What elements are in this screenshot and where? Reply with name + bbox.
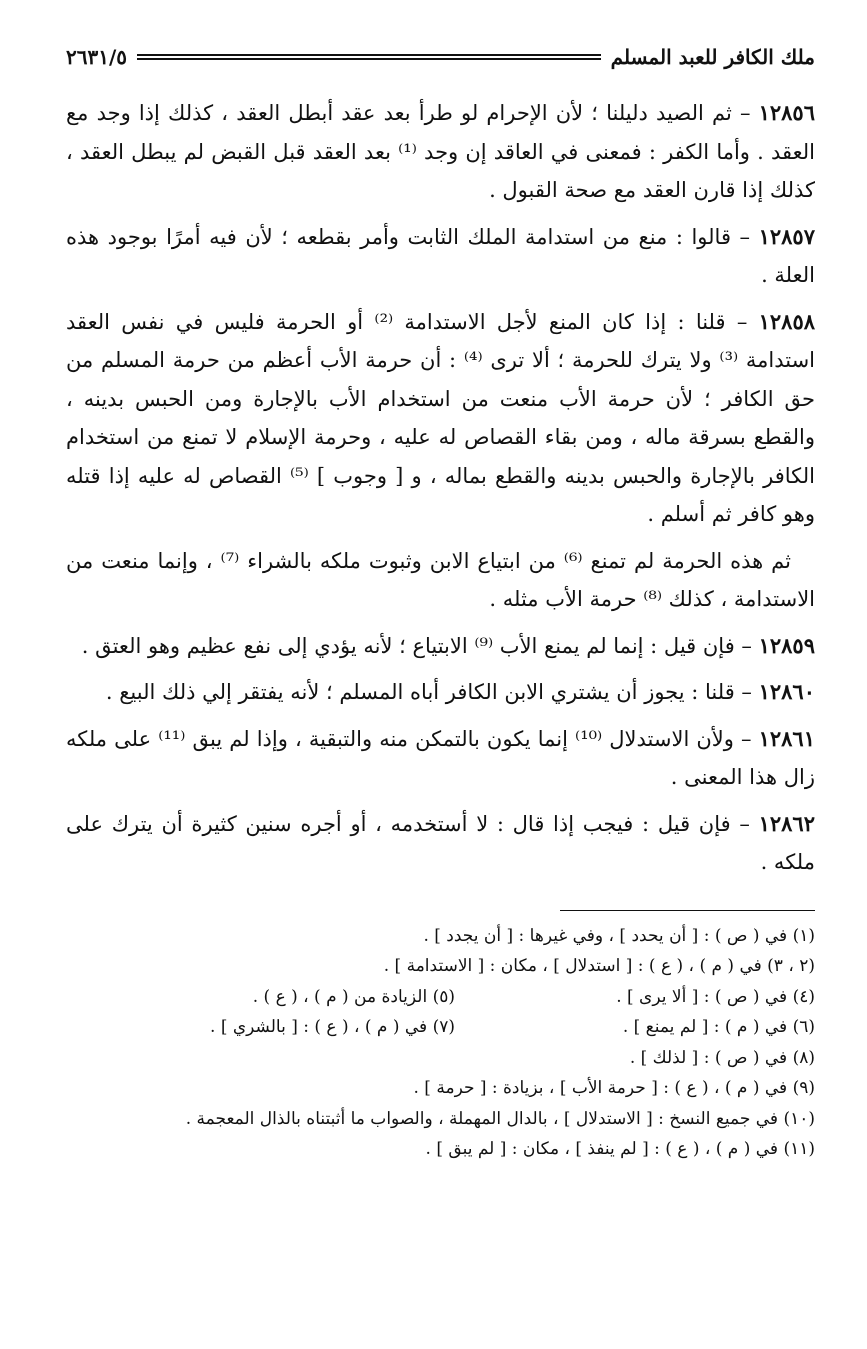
- paragraph: [66, 218, 815, 295]
- footnote: (١١) في ( م ) ، ( ع ) : [ لم ينفذ ] ، مكان : [ لم يبق ] .: [425, 1139, 815, 1159]
- paragraph: [66, 720, 815, 797]
- paragraph-number: ١٢٨٥٧: [758, 223, 815, 249]
- footnote-pair: [66, 982, 815, 1013]
- footnote: (١) في ( ص ) : [ أن يحدد ] ، وفي غيرها : [ أن يجدد ] .: [423, 925, 815, 946]
- footnote: (٧) في ( م ) ، ( ع ) : [ بالشري ] .: [210, 1017, 455, 1037]
- paragraph-text: – قلنا : يجوز أن يشتري الابن الكافر أباه المسلم ؛ لأنه يفتقر إلي ذلك البيع .: [105, 680, 759, 704]
- paragraph: [66, 673, 815, 712]
- paragraph-number: ١٢٨٥٦: [758, 100, 815, 125]
- paragraph: [66, 94, 815, 210]
- paragraph-number: ١٢٨٦١: [758, 725, 815, 751]
- footnote-pair: [66, 1012, 815, 1043]
- paragraph-text: – فإن قيل : فيجب إذا قال : لا أستخدمه ، أو أجره سنين كثيرة أن يترك على ملكه .: [66, 811, 815, 874]
- paragraph-number: ١٢٨٥٩: [758, 632, 815, 658]
- footnote: (٤) في ( ص ) : [ ألا يرى ] .: [616, 986, 815, 1007]
- paragraph: [66, 542, 815, 619]
- paragraph-number: ١٢٨٦٠: [758, 679, 815, 704]
- running-title: ملك الكافر للعبد المسلم: [610, 45, 815, 69]
- footnote: (٩) في ( م ) ، ( ع ) : [ حرمة الأب ] ، بزيادة : [ حرمة ] .: [413, 1078, 815, 1098]
- paragraph-text: – ولأن الاستدلال ⁽¹⁰⁾ إنما يكون بالتمكن منه والتبقية ، وإذا لم يبق ⁽¹¹⁾ على ملكه زال هذا المعنى .: [66, 726, 815, 789]
- paragraph: [66, 627, 815, 666]
- page-reference: ٢٦٣١/٥: [66, 45, 128, 69]
- paragraph: [66, 805, 815, 882]
- paragraph-number: ١٢٨٦٢: [758, 810, 815, 836]
- footnote: (٨) في ( ص ) : [ لذلك ] .: [629, 1047, 815, 1068]
- main-text: [66, 94, 815, 882]
- footnote: (٢ ، ٣) في ( م ) ، ( ع ) : [ استدلال ] ، مكان : [ الاستدامة ] .: [383, 956, 815, 976]
- footnote: (٥) الزيادة من ( م ) ، ( ع ) .: [252, 986, 455, 1007]
- footnote: (٦) في ( م ) : [ لم يمنع ] .: [622, 1017, 815, 1037]
- footnote: (١٠) في جميع النسخ : [ الاستدلال ] ، بالدال المهملة ، والصواب ما أثبتناه بالذال المعجمة .: [185, 1108, 815, 1129]
- paragraph-number: ١٢٨٥٨: [758, 308, 816, 334]
- footnotes: [66, 921, 815, 1165]
- paragraph-text: – ثم الصيد دليلنا ؛ لأن الإحرام لو طرأ بعد عقد أبطل العقد ، كذلك إذا وجد مع العقد . وأما الكفر : فمعنى في العاقد إن وجد ⁽¹⁾ بعد العقد قبل القبض لم يبطل العقد ، كذلك إذا قارن العقد مع صحة القبول .: [66, 101, 815, 202]
- paragraph-text: ثم هذه الحرمة لم تمنع ⁽⁶⁾ من ابتياع الابن وثبوت ملكه بالشراء ⁽⁷⁾ ، وإنما منعت من الاستدامة ، كذلك ⁽⁸⁾ حرمة الأب مثله .: [66, 548, 815, 611]
- footnote-divider: [560, 910, 815, 911]
- paragraph: [66, 303, 815, 534]
- running-head: [66, 40, 815, 74]
- paragraph-text: – فإن قيل : إنما لم يمنع الأب ⁽⁹⁾ الابتياع ؛ لأنه يؤدي إلى نفع عظيم وهو العتق .: [81, 633, 759, 658]
- paragraph-text: – قالوا : منع من استدامة الملك الثابت وأمر بقطعه ؛ لأن فيه أمرًا بوجود هذه العلة .: [66, 224, 815, 287]
- paragraph-text: – قلنا : إذا كان المنع لأجل الاستدامة ⁽²⁾ أو الحرمة فليس في نفس العقد استدامة ⁽³⁾ ولا يترك للحرمة ؛ ألا ترى ⁽⁴⁾ : أن حرمة الأب أعظم من حرمة المسلم من حق الكافر ؛ لأن حرمة الأب منعت من استخدام الأب بالإجارة ومن الحبس بدينه ، والقطع بسرقة ماله ، ومن بقاء القصاص له عليه ، وحرمة الإسلام لا تمنع من استخدام الكافر بالإجارة والحبس بدينه والقطع بماله ، و [ وجوب ] ⁽⁵⁾ القصاص له عليه إذا قتله وهو كافر ثم أسلم .: [66, 309, 816, 526]
- header-rule: [137, 54, 601, 60]
